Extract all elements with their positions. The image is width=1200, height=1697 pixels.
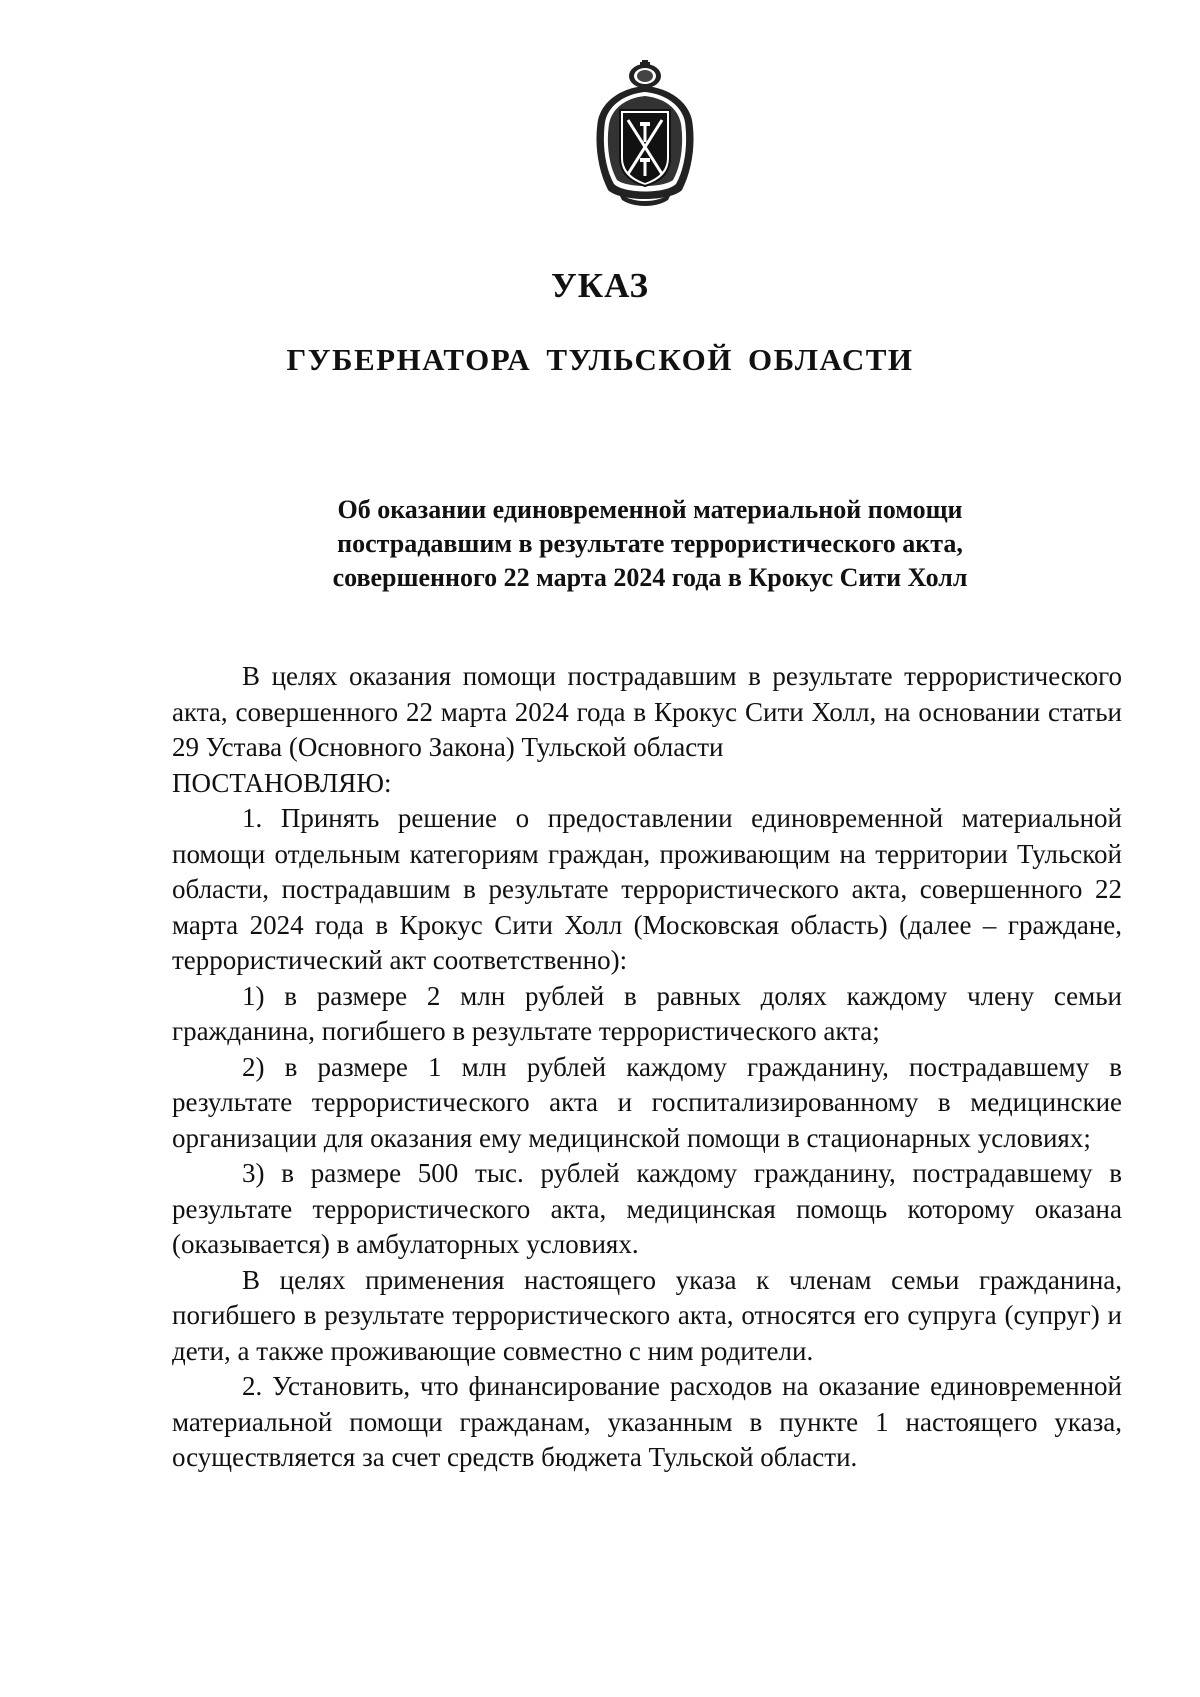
clause-1-item-2: 2) в размере 1 млн рублей каждому гражданину, пострадавшему в результате террористического акта и госпитализированному в медицинские организации для оказания ему медицинской помощи в стационарных условиях;	[172, 1051, 1122, 1153]
clause-2-paragraph: 2. Установить, что финансирование расходов на оказание единовременной материальной помощи гражданам, указанным в пункте 1 настоящего указа, осуществляется за счет средств бюджета Тульской области.	[172, 1371, 1122, 1472]
clause-1-item-1: 1) в размере 2 млн рублей в равных долях каждому члену семьи гражданина, погибшего в результате террористического акта;	[172, 980, 1122, 1046]
document-subject	[250, 493, 1050, 595]
subject-line: совершенного 22 марта 2024 года в Крокус Сити Холл	[332, 563, 968, 592]
document-body	[172, 659, 1122, 1476]
clause-1-paragraph: 1. Принять решение о предоставлении единовременной материальной помощи отдельным категориям граждан, проживающим на территории Тульской области, пострадавшим в результате террористического акта, совершенного 22 марта 2024 года в Крокус Сити Холл (Московская область) (далее – граждане, террористический акт соответственно):	[172, 803, 1122, 975]
issuing-authority-title: ГУБЕРНАТОРА ТУЛЬСКОЙ ОБЛАСТИ	[286, 342, 914, 377]
family-definition-paragraph: В целях применения настоящего указа к членам семьи гражданина, погибшего в результате террористического акта, относятся его супруга (супруг) и дети, а также проживающие совместно с ним родители.	[172, 1264, 1122, 1366]
preamble-paragraph: В целях оказания помощи пострадавшим в результате террористического акта, совершенного 22 марта 2024 года в Крокус Сити Холл, на основании статьи 29 Устава (Основного Закона) Тульской области	[172, 661, 1122, 762]
subject-line: Об оказании единовременной материальной помощи	[337, 495, 963, 524]
clause-1-item-3: 3) в размере 500 тыс. рублей каждому гражданину, пострадавшему в результате террористического акта, медицинская помощь которому оказана (оказывается) в амбулаторных условиях.	[172, 1158, 1122, 1259]
coat-of-arms-icon	[590, 58, 700, 208]
subject-line: пострадавшим в результате террористического акта,	[337, 529, 963, 558]
document-type-title: УКАЗ	[551, 266, 649, 305]
decree-keyword: ПОСТАНОВЛЯЮ:	[172, 767, 392, 798]
